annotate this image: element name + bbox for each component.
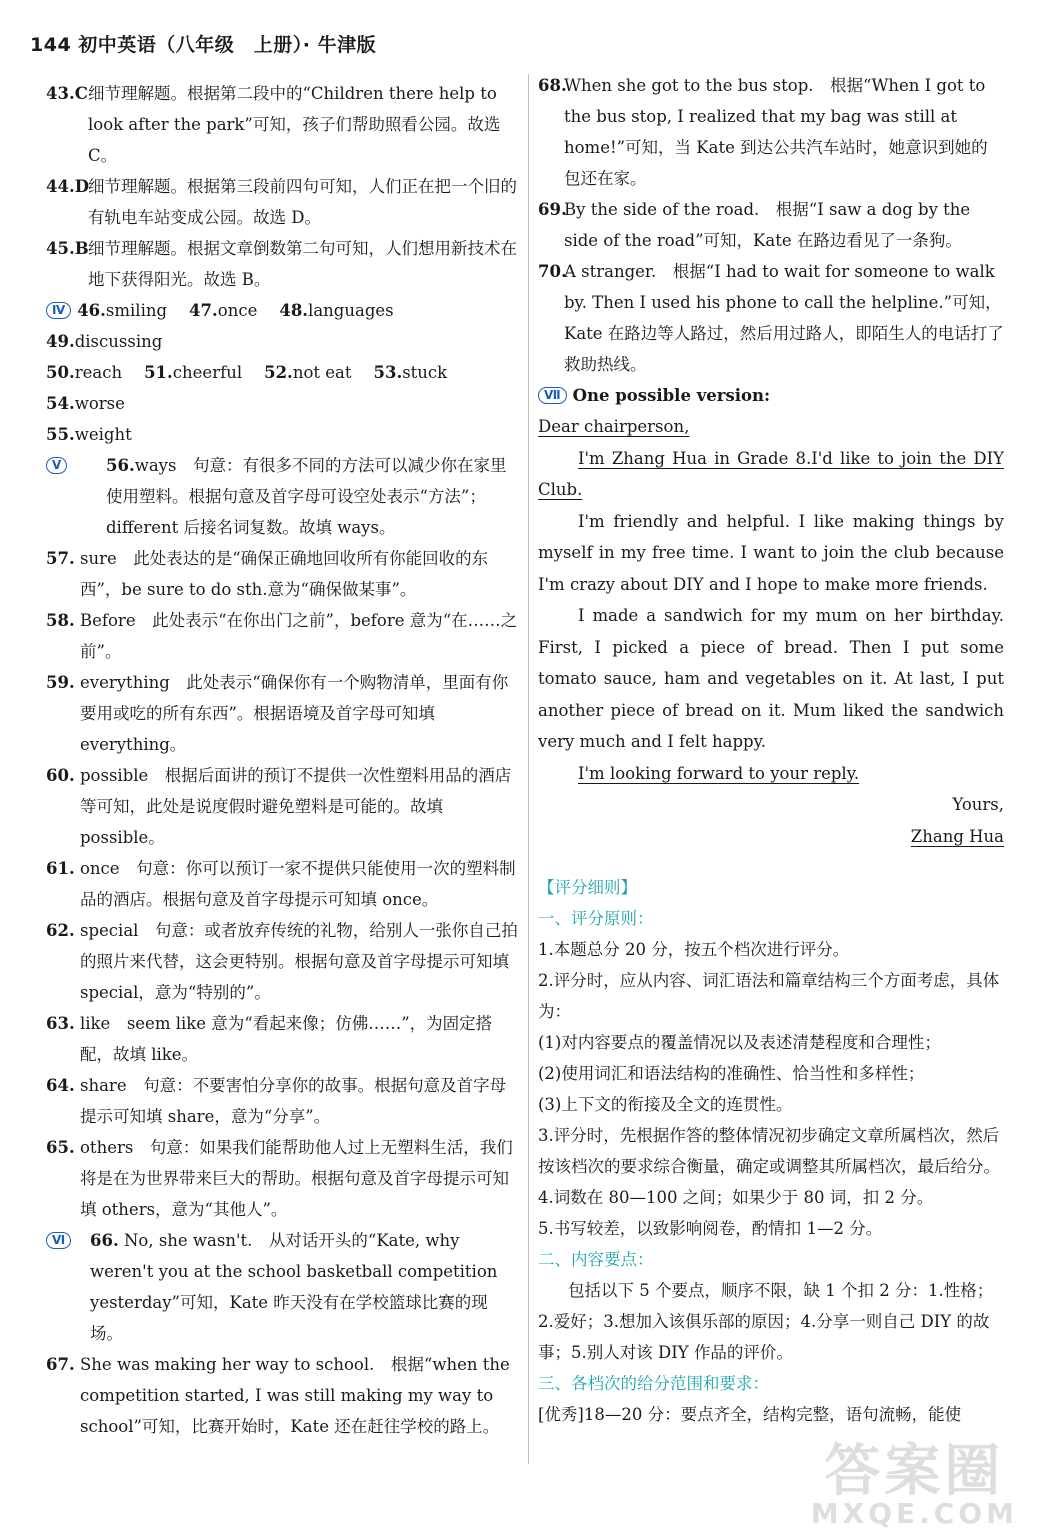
rubric-line: [优秀]18—20 分：要点齐全，结构完整，语句流畅，能使 — [538, 1405, 962, 1424]
rubric-line: 5.书写较差，以致影响阅卷，酌情扣 1—2 分。 — [538, 1219, 883, 1238]
watermark-text: 答案圈 — [824, 1439, 1005, 1504]
essay-signature — [538, 821, 1004, 853]
answer-text: once 句意：你可以预订一家不提供只能使用一次的塑料制品的酒店。根据句意及首字母提示可知填 once。 — [80, 859, 516, 909]
answer-68 — [538, 70, 1004, 194]
answer-45 — [46, 233, 520, 295]
essay-paragraph: I'm friendly and helpful. I like making things by myself in my free time. I want to join the club because I'm crazy about DIY and I hope to make more friends. — [538, 511, 1004, 594]
rubric-heading: 二、内容要点： — [538, 1250, 654, 1269]
rubric-heading: 一、评分原则： — [538, 909, 654, 928]
right-column — [538, 70, 1004, 1430]
answer-number: 48. — [279, 301, 309, 320]
answer-57 — [46, 543, 520, 605]
rubric-line: 4.词数在 80—100 之间；如果少于 80 词，扣 2 分。 — [538, 1188, 934, 1207]
section-heading: One possible version: — [572, 386, 771, 405]
rubric-line: 1.本题总分 20 分，按五个档次进行评分。 — [538, 940, 850, 959]
answer-67 — [46, 1349, 520, 1442]
essay-closing-sentence: I'm looking forward to your reply. — [578, 763, 860, 783]
answer-text: 细节理解题。根据文章倒数第二句可知，人们想用新技术在地下获得阳光。故选 B。 — [88, 239, 517, 289]
answer-text: others 句意：如果我们能帮助他人过上无塑料生活，我们将是在为世界带来巨大的帮助。根据句意及首字母提示可知填 others，意为“其他人”。 — [80, 1138, 513, 1219]
model-essay — [538, 411, 1004, 852]
rubric-title: 【评分细则】 — [538, 878, 637, 897]
answer-text: 细节理解题。根据第三段前四句可知，人们正在把一个旧的有轨电车站变成公园。故选 D。 — [88, 177, 517, 227]
watermark-logo — [810, 1439, 1018, 1530]
answer-number: 70. — [538, 262, 567, 281]
answer-number: 43.C — [46, 84, 88, 103]
answer-number-wrap — [46, 450, 106, 543]
answer-number: 63. — [46, 1014, 75, 1033]
answer-60 — [46, 760, 520, 853]
answer-text: By the side of the road. 根据“I saw a dog by the side of the road”可知，Kate 在路边看见了一条狗。 — [564, 200, 971, 250]
answer-number: 68. — [538, 76, 567, 95]
answer-66 — [46, 1225, 520, 1349]
answer-text: cheerful — [172, 363, 243, 382]
rubric-line: 3.评分时，先根据作答的整体情况初步确定文章所属档次，然后按该档次的要求综合衡量，确定或调整其所属档次，最后给分。 — [538, 1126, 1000, 1176]
answer-number: 59. — [46, 673, 75, 692]
answer-text: worse — [74, 394, 125, 413]
answer-number: 49. — [46, 332, 75, 351]
rubric-line: 2.评分时，应从内容、词汇语法和篇章结构三个方面考虑，具体为： — [538, 971, 1000, 1021]
answer-text: ways 句意：有很多不同的方法可以减少你在家里使用塑料。根据句意及首字母可设空处表示“方法”；different 后接名词复数。故填 ways。 — [106, 456, 507, 537]
answer-number: 52. — [264, 363, 293, 382]
answer-text: When she got to the bus stop. 根据“When I got to the bus stop, I realized that my bag was still at home!”可知，当 Kate 到达公共汽车站时，她意识到她的包还在家。 — [564, 76, 988, 188]
answer-number: 53. — [373, 363, 403, 382]
essay-paragraph — [538, 443, 1004, 506]
answer-number: 62. — [46, 921, 75, 940]
answer-text: not eat — [292, 363, 352, 382]
essay-greeting: Dear chairperson, — [538, 417, 690, 436]
column-divider — [528, 74, 529, 1464]
answer-number: 67. — [46, 1355, 75, 1374]
answer-number: 54. — [46, 394, 75, 413]
answer-text: No, she wasn't. 从对话开头的“Kate, why weren't you at the school basketball competition yesterday”可知，Kate 昨天没有在学校篮球比赛的现场。 — [90, 1231, 498, 1343]
essay-opening-sentence: I'm Zhang Hua in Grade 8.I'd like to join the DIY Club. — [538, 448, 1004, 499]
answer-number: 51. — [144, 363, 173, 382]
answer-number: 50. — [46, 363, 75, 382]
answer-43 — [46, 78, 520, 171]
answer-number: 58. — [46, 611, 75, 630]
section-marker: Ⅳ — [46, 302, 71, 319]
answer-69 — [538, 194, 1004, 256]
answer-number: 60. — [46, 766, 75, 785]
answer-number: 69. — [538, 200, 567, 219]
section-marker: Ⅶ — [538, 387, 567, 404]
answer-64 — [46, 1070, 520, 1132]
scoring-rubric — [538, 872, 1004, 1430]
answer-65 — [46, 1132, 520, 1225]
answer-63 — [46, 1008, 520, 1070]
section-7-heading — [538, 380, 1004, 411]
section-4-answers-row2 — [46, 357, 520, 419]
answer-text: special 句意：或者放弃传统的礼物，给别人一张你自己拍的照片来代替，这会更特别。根据句意及首字母提示可知填 special，意为“特别的”。 — [80, 921, 518, 1002]
answer-text: reach — [74, 363, 123, 382]
rubric-heading: 三、各档次的给分范围和要求： — [538, 1374, 769, 1393]
section-marker: Ⅴ — [46, 457, 67, 474]
answer-text: once — [217, 301, 258, 320]
rubric-line: 包括以下 5 个要点，顺序不限，缺 1 个扣 2 分：1.性格；2.爱好；3.想加入该俱乐部的原因；4.分享一则自己 DIY 的故事；5.别人对该 DIY 作品的评价。 — [538, 1281, 994, 1362]
answer-text: She was making her way to school. 根据“when the competition started, I was still making my way to school”可知，比赛开始时，Kate 还在赶往学校的路上。 — [80, 1355, 510, 1436]
left-column — [46, 78, 520, 1442]
answer-number: 64. — [46, 1076, 75, 1095]
answer-59 — [46, 667, 520, 760]
answer-text: stuck — [402, 363, 448, 382]
answer-text: share 句意：不要害怕分享你的故事。根据句意及首字母提示可知填 share，意为“分享”。 — [80, 1076, 507, 1126]
answer-56 — [46, 450, 520, 543]
answer-number: 45.B — [46, 239, 89, 258]
answer-62 — [46, 915, 520, 1008]
essay-paragraph — [538, 758, 1004, 790]
answer-number: 66. — [90, 1231, 119, 1250]
essay-signature-text: Zhang Hua — [910, 826, 1004, 846]
answer-number: 44.D — [46, 177, 90, 196]
section-4-answers — [46, 295, 520, 357]
answer-text: discussing — [74, 332, 163, 351]
rubric-line: (1)对内容要点的覆盖情况以及表述清楚程度和合理性； — [538, 1033, 941, 1052]
answer-number: 57. — [46, 549, 75, 568]
answer-70 — [538, 256, 1004, 380]
answer-text: 细节理解题。根据第二段中的“Children there help to look after the park”可知，孩子们帮助照看公园。故选 C。 — [88, 84, 501, 165]
answer-44 — [46, 171, 520, 233]
rubric-line: (3)上下文的衔接及全文的连贯性。 — [538, 1095, 793, 1114]
answer-number: 47. — [189, 301, 218, 320]
answer-number: 61. — [46, 859, 75, 878]
watermark-url: MXQE.COM — [810, 1497, 1018, 1530]
rubric-line: (2)使用词汇和语法结构的准确性、恰当性和多样性； — [538, 1064, 925, 1083]
answer-number: 56. — [106, 456, 135, 475]
answer-61 — [46, 853, 520, 915]
essay-closing: Yours, — [952, 795, 1004, 814]
essay-paragraph: I made a sandwich for my mum on her birthday. First, I picked a piece of bread. Then I put some tomato sauce, ham and vegetables on it. At last, I put another piece of bread on it. Mum liked the sandwich very much and I felt happy. — [538, 606, 1004, 751]
answer-text-wrap — [90, 1225, 520, 1349]
answer-text: languages — [308, 301, 394, 320]
answer-text-wrap — [106, 450, 520, 543]
section-4-answers-row3 — [46, 419, 520, 450]
answer-text: like seem like 意为“看起来像；仿佛……”，为固定搭配，故填 like。 — [80, 1014, 493, 1064]
answer-number: 65. — [46, 1138, 75, 1157]
answer-text: sure 此处表达的是“确保正确地回收所有你能回收的东西”，be sure to do sth.意为“确保做某事”。 — [80, 549, 489, 599]
answer-text: smiling — [105, 301, 168, 320]
answer-number: 46. — [77, 301, 106, 320]
answer-58 — [46, 605, 520, 667]
answer-text: possible 根据后面讲的预订不提供一次性塑料用品的酒店等可知，此处是说度假时避免塑料是可能的。故填 possible。 — [80, 766, 512, 847]
answer-text: A stranger. 根据“I had to wait for someone to walk by. Then I used his phone to call the helpline.”可知，Kate 在路边等人路过，然后用过路人，即陌生人的电话打了救助热线。 — [564, 262, 1004, 374]
page-header: 144 初中英语（八年级 上册）· 牛津版 — [30, 34, 377, 56]
answer-text: everything 此处表示“确保你有一个购物清单，里面有你要用或吃的所有东西”。根据语境及首字母可知填 everything。 — [80, 673, 509, 754]
answer-text: weight — [74, 425, 132, 444]
answer-number: 55. — [46, 425, 75, 444]
answer-number-wrap — [46, 1225, 90, 1349]
answer-text: Before 此处表示“在你出门之前”，before 意为“在……之前”。 — [80, 611, 518, 661]
section-marker: Ⅵ — [46, 1232, 71, 1249]
